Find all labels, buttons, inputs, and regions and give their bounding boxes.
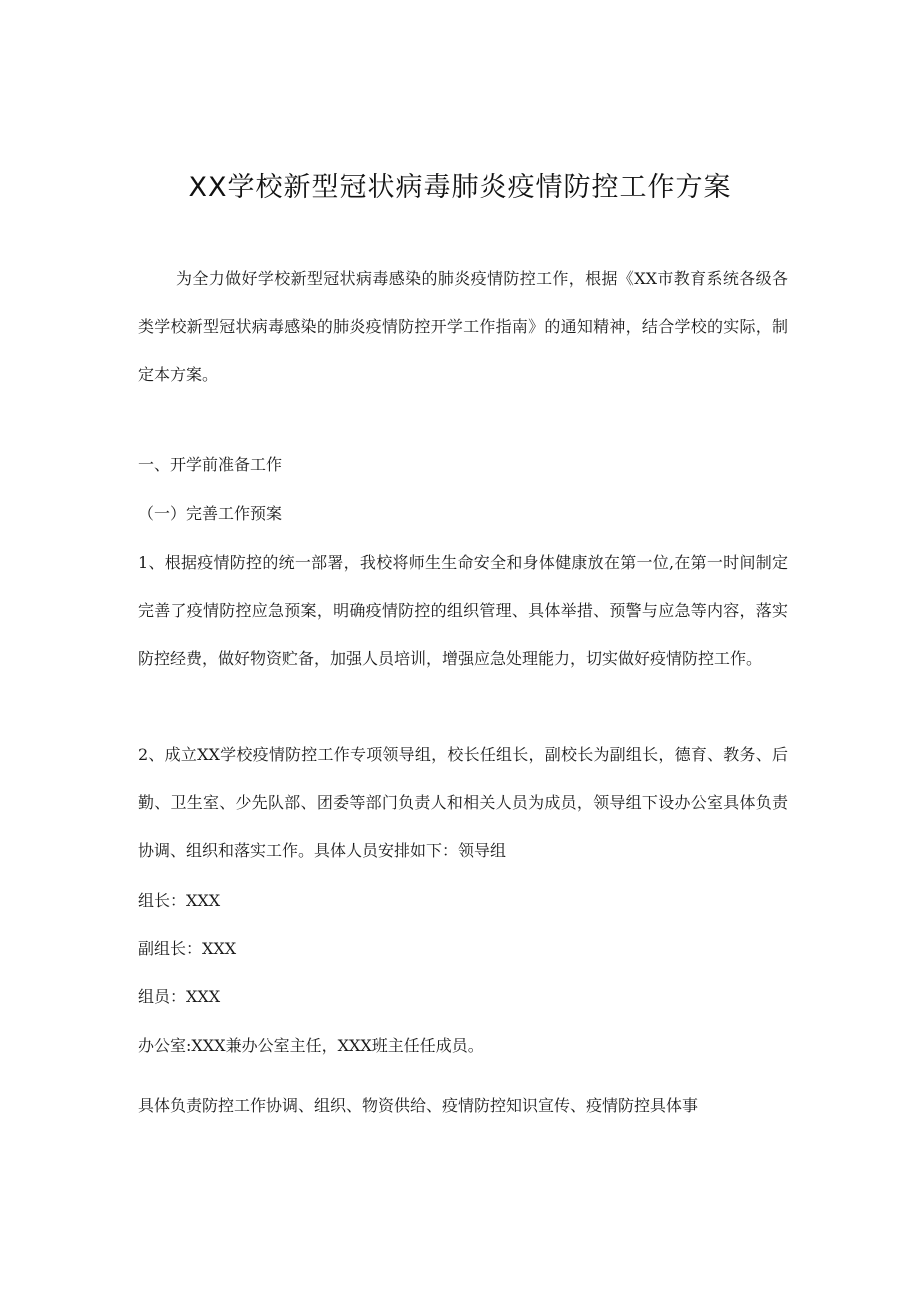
intro-paragraph: 为全力做好学校新型冠状病毒感染的肺炎疫情防控工作，根据《XX市教育系统各级各类学校新型冠状病毒感染的肺炎疫情防控开学工作指南》的通知精神，结合学校的实际，制定本方案。	[138, 269, 788, 384]
members-line: 组员：XXX	[138, 987, 221, 1006]
leader-line: 组长：XXX	[138, 891, 221, 910]
office-duty-line: 具体负责防控工作协调、组织、物资供给、疫情防控知识宣传、疫情防控具体事	[138, 1096, 699, 1115]
subsection-heading: （一）完善工作预案	[138, 504, 283, 523]
item-1-paragraph: 1、根据疫情防控的统一部署，我校将师生生命安全和身体健康放在第一位,在第一时间制定完善了疫情防控应急预案，明确疫情防控的组织管理、具体举措、预警与应急等内容，落实防控经费，做好物资贮备，加强人员培训，增强应急处理能力，切实做好疫情防控工作。	[138, 553, 788, 668]
document-title: XX学校新型冠状病毒肺炎疫情防控工作方案	[188, 172, 732, 203]
item-2-paragraph: 2、成立XX学校疫情防控工作专项领导组，校长任组长，副校长为副组长，德育、教务、后勤、卫生室、少先队部、团委等部门负责人和相关人员为成员，领导组下设办公室具体负责协调、组织和落实工作。具体人员安排如下：领导组	[138, 745, 788, 860]
office-line: 办公室:XXX兼办公室主任，XXX班主任任成员。	[138, 1036, 484, 1055]
section-heading: 一、开学前准备工作	[138, 455, 283, 474]
vice-leader-line: 副组长：XXX	[138, 939, 237, 958]
